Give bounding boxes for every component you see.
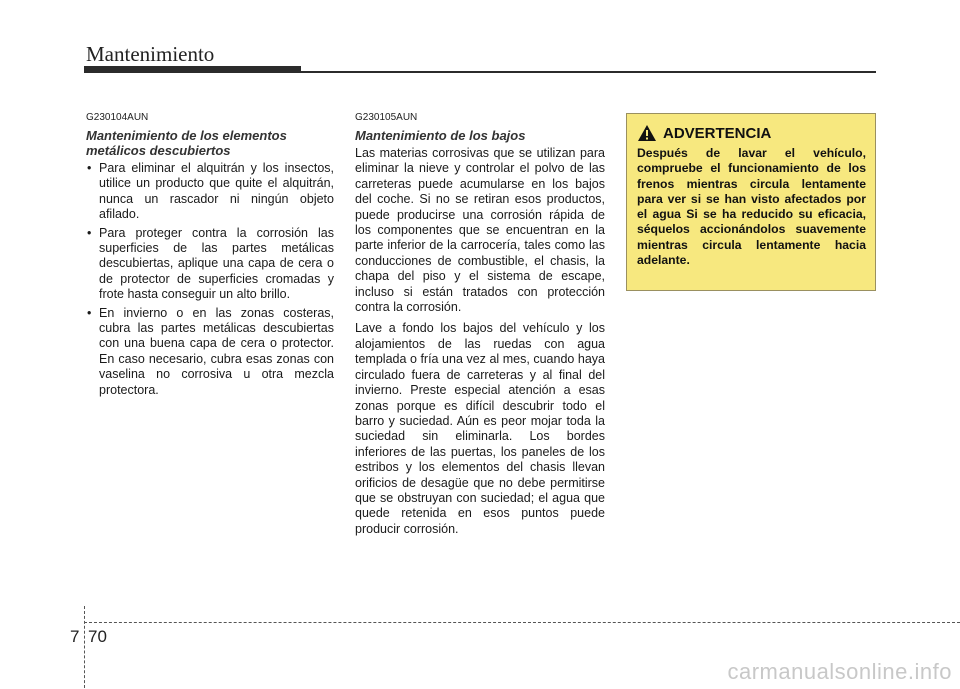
- page-title: Mantenimiento: [86, 42, 215, 66]
- warning-title: ADVERTENCIA: [663, 124, 772, 142]
- column-underbody: [355, 112, 605, 543]
- section-number: 7: [70, 627, 80, 646]
- list-item: • Para proteger contra la corrosión las superficies de las partes metálicas descubiertas, aplique una capa de cera o de protector de superficies cromadas y frote hasta conseguir un alto brillo.: [87, 225, 334, 302]
- header-bar-thick: [84, 66, 301, 73]
- bullet-icon: •: [87, 161, 92, 175]
- footer-divider: [84, 606, 85, 688]
- list-item: • En invierno o en las zonas costeras, cubra las partes metálicas descubiertas con una buena capa de cera o protector. En caso necesario, cubra esas zonas con vaselina no corrosiva u otra mezcla protectora.: [87, 305, 334, 397]
- header-bar-thin: [301, 71, 876, 73]
- column-exposed-metal: [86, 112, 334, 401]
- section-title: Mantenimiento de los bajos: [355, 128, 526, 143]
- bullet-icon: •: [87, 305, 92, 320]
- watermark: carmanualsonline.info: [727, 659, 952, 684]
- bullet-icon: •: [87, 225, 92, 240]
- list-item: • Para eliminar el alquitrán y los insectos, utilice un producto que quite el alquitrán, nunca un rascador ni ningún objeto afilado.: [87, 161, 334, 222]
- section-code: G230104AUN: [86, 112, 149, 123]
- paragraph: Lave a fondo los bajos del vehículo y los alojamientos de las ruedas con agua templada o fría una vez al mes, cuando haya circulado fuera de carreteras y al final del invierno. Preste especial atención a esas zonas porque es difícil descubrir todo el barro y suciedad. Aún es peor mojar toda la suciedad sin eliminarla. Los bordes inferiores de las puertas, los paneles de los estribos y los elementos del chasis llevan orificios de desagüe que no debe permitirse que se obstruyan con suciedad; el agua que quede retenida en esos puntos puede producir corrosión.: [355, 321, 605, 536]
- page-number: 70: [88, 627, 107, 646]
- paragraph: Las materias corrosivas que se utilizan para eliminar la nieve y controlar el polvo de las carreteras puede acumularse en los bajos del coche. Si no se retiran esos productos, puede producirse una corrosión rápida de los componentes que se encuentran en la parte inferior de la carrocería, tales como las conducciones de combustible, el chasis, la chapa del piso y el sistema de escape, incluso si están tratados con protección contra la corrosión.: [355, 146, 605, 315]
- warning-box: [626, 113, 876, 291]
- bullet-list: [86, 161, 334, 398]
- warning-triangle-icon: [637, 124, 657, 142]
- warning-text: Después de lavar el vehículo, compruebe el funcionamiento de los frenos mientras circula lentamente para ver si se han visto afectados por el agua Si se ha reducido su eficacia, séquelos accionándolos suavemente mientras circula lentamente hacia adelante.: [637, 146, 866, 268]
- warning-header: [637, 124, 866, 142]
- footer-rule: [84, 622, 960, 623]
- section-code: G230105AUN: [355, 112, 418, 123]
- section-title: Mantenimiento de los elementos metálicos descubiertos: [86, 128, 287, 158]
